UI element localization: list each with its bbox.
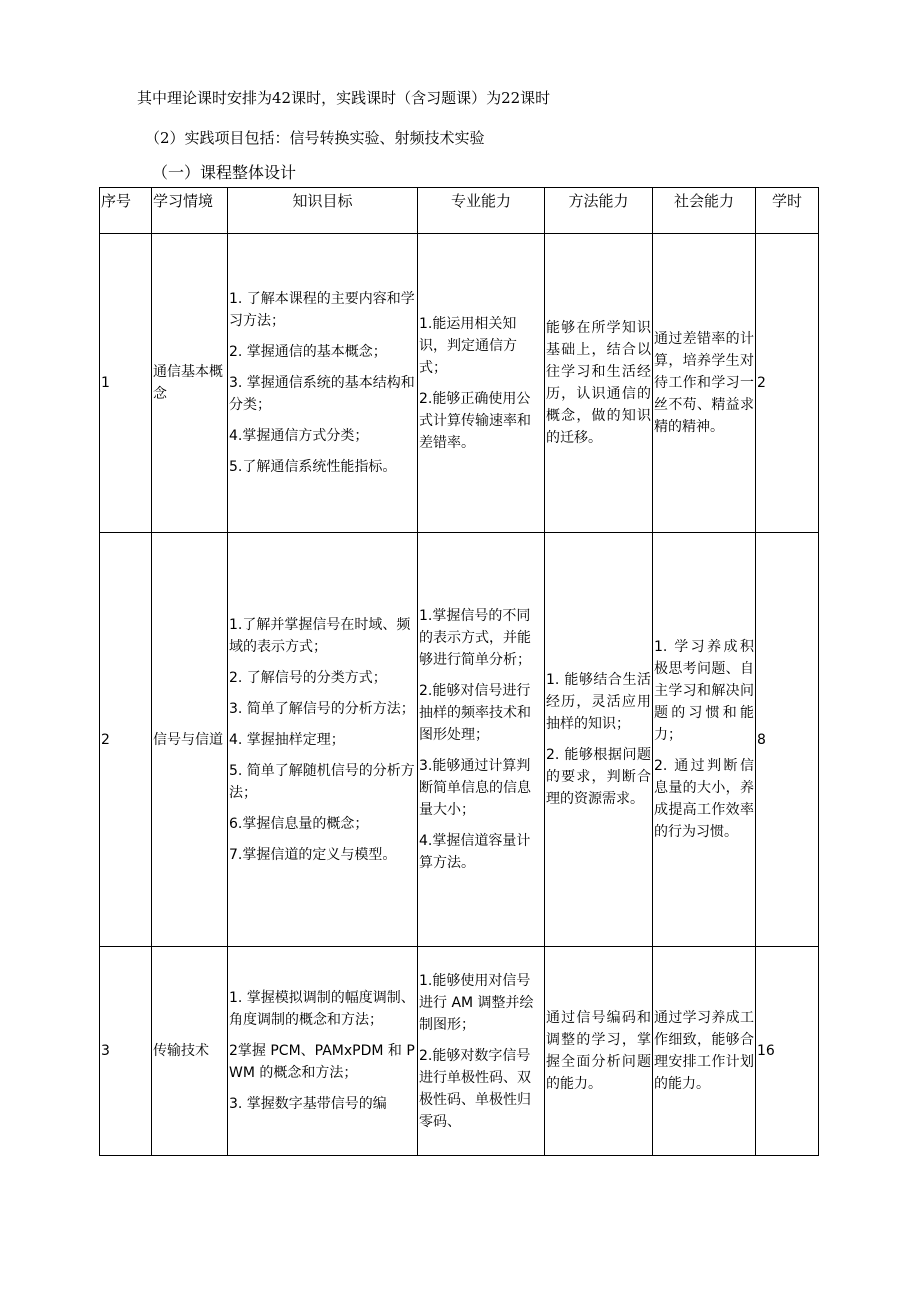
row-no: 3	[100, 947, 152, 1156]
header-no: 序号	[100, 188, 152, 234]
row-hours: 2	[756, 234, 819, 533]
row-method	[545, 947, 653, 1156]
table-header-row	[100, 188, 819, 234]
list-item: 能够在所学知识基础上，结合以往学习和生活经历，认识通信的概念，做的知识的迁移。	[546, 320, 651, 446]
list-item: 2. 了解信号的分类方式；	[229, 669, 387, 686]
row-social	[653, 234, 756, 533]
list-item: 通过差错率的计算，培养学生对待工作和学习一丝不苟、精益求精的精神。	[654, 331, 754, 435]
row-knowledge	[228, 234, 418, 533]
row-no: 1	[100, 234, 152, 533]
row-social	[653, 947, 756, 1156]
course-design-table	[99, 187, 819, 1156]
list-item: 3. 简单了解信号的分析方法；	[229, 700, 415, 717]
row-hours: 8	[756, 533, 819, 947]
list-item: 3. 掌握通信系统的基本结构和分类；	[229, 375, 415, 413]
list-item: 1. 掌握模拟调制的幅度调制、角度调制的概念和方法；	[229, 990, 415, 1028]
list-item: 2. 能够根据问题的要求，判断合理的资源需求。	[546, 747, 651, 807]
list-item: 5. 简单了解随机信号的分析方法；	[229, 762, 415, 801]
list-item: 2. 通过判断信息量的大小，养成提高工作效率的行为习惯。	[654, 758, 754, 840]
row-knowledge	[228, 533, 418, 947]
list-item: 3.能够通过计算判断简单信息的信息量大小；	[419, 758, 531, 818]
list-item: 2.能够正确使用公式计算传输速率和差错率。	[419, 390, 531, 451]
list-item: 2.能够对数字信号进行单极性码、双极性码、单极性归零码、	[419, 1047, 531, 1130]
list-item: 5.了解通信系统性能指标。	[229, 459, 397, 475]
row-hours: 16	[756, 947, 819, 1156]
list-item: 2.能够对信号进行抽样的频率技术和图形处理；	[419, 683, 531, 743]
intro-practice-line: （2）实践项目包括：信号转换实验、射频技术实验	[145, 129, 485, 147]
list-item: 1. 学习养成积极思考问题、自主学习和解决问题的习惯和能力；	[654, 639, 754, 743]
list-item: 1.掌握信号的不同的表示方式，并能够进行简单分析；	[419, 608, 531, 668]
table-row	[100, 234, 819, 533]
header-social: 社会能力	[653, 188, 756, 234]
list-item: 6.掌握信息量的概念；	[229, 815, 369, 832]
list-item: 1.了解并掌握信号在时域、频域的表示方式；	[229, 616, 411, 655]
table-row	[100, 533, 819, 947]
row-professional	[418, 947, 545, 1156]
list-item: 4.掌握通信方式分类；	[229, 428, 369, 444]
list-item: 7.掌握信道的定义与模型。	[229, 846, 397, 863]
row-professional	[418, 533, 545, 947]
row-scenario: 通信基本概念	[152, 234, 228, 533]
list-item: 3. 掌握数字基带信号的编	[229, 1096, 387, 1112]
list-item: 2. 掌握通信的基本概念；	[229, 344, 387, 360]
header-professional: 专业能力	[418, 188, 545, 234]
row-scenario: 信号与信道	[152, 533, 228, 947]
header-knowledge: 知识目标	[228, 188, 418, 234]
list-item: 1. 了解本课程的主要内容和学习方法；	[229, 291, 415, 329]
list-item: 1.能运用相关知识，判定通信方式；	[419, 315, 517, 376]
row-no: 2	[100, 533, 152, 947]
header-method: 方法能力	[545, 188, 653, 234]
section-title: （一）课程整体设计	[152, 163, 297, 182]
table-row	[100, 947, 819, 1156]
row-method	[545, 234, 653, 533]
list-item: 1. 能够结合生活经历，灵活应用抽样的知识；	[546, 672, 651, 732]
row-professional	[418, 234, 545, 533]
list-item: 4.掌握信道容量计算方法。	[419, 833, 531, 871]
row-method	[545, 533, 653, 947]
header-hours: 学时	[756, 188, 819, 234]
row-scenario: 传输技术	[152, 947, 228, 1156]
header-scenario: 学习情境	[152, 188, 228, 234]
list-item: 4. 掌握抽样定理；	[229, 731, 345, 748]
list-item: 1.能够使用对信号进行 AM 调整并绘制图形；	[419, 972, 534, 1033]
row-knowledge	[228, 947, 418, 1156]
list-item: 通过信号编码和调整的学习，掌握全面分析问题的能力。	[546, 1010, 651, 1092]
intro-hours-line: 其中理论课时安排为42课时，实践课时（含习题课）为22课时	[137, 89, 551, 107]
list-item: 通过学习养成工作细致，能够合理安排工作计划的能力。	[654, 1010, 754, 1092]
list-item: 2掌握 PCM、PAMxPDM 和 PWM 的概念和方法；	[229, 1043, 415, 1081]
row-social	[653, 533, 756, 947]
